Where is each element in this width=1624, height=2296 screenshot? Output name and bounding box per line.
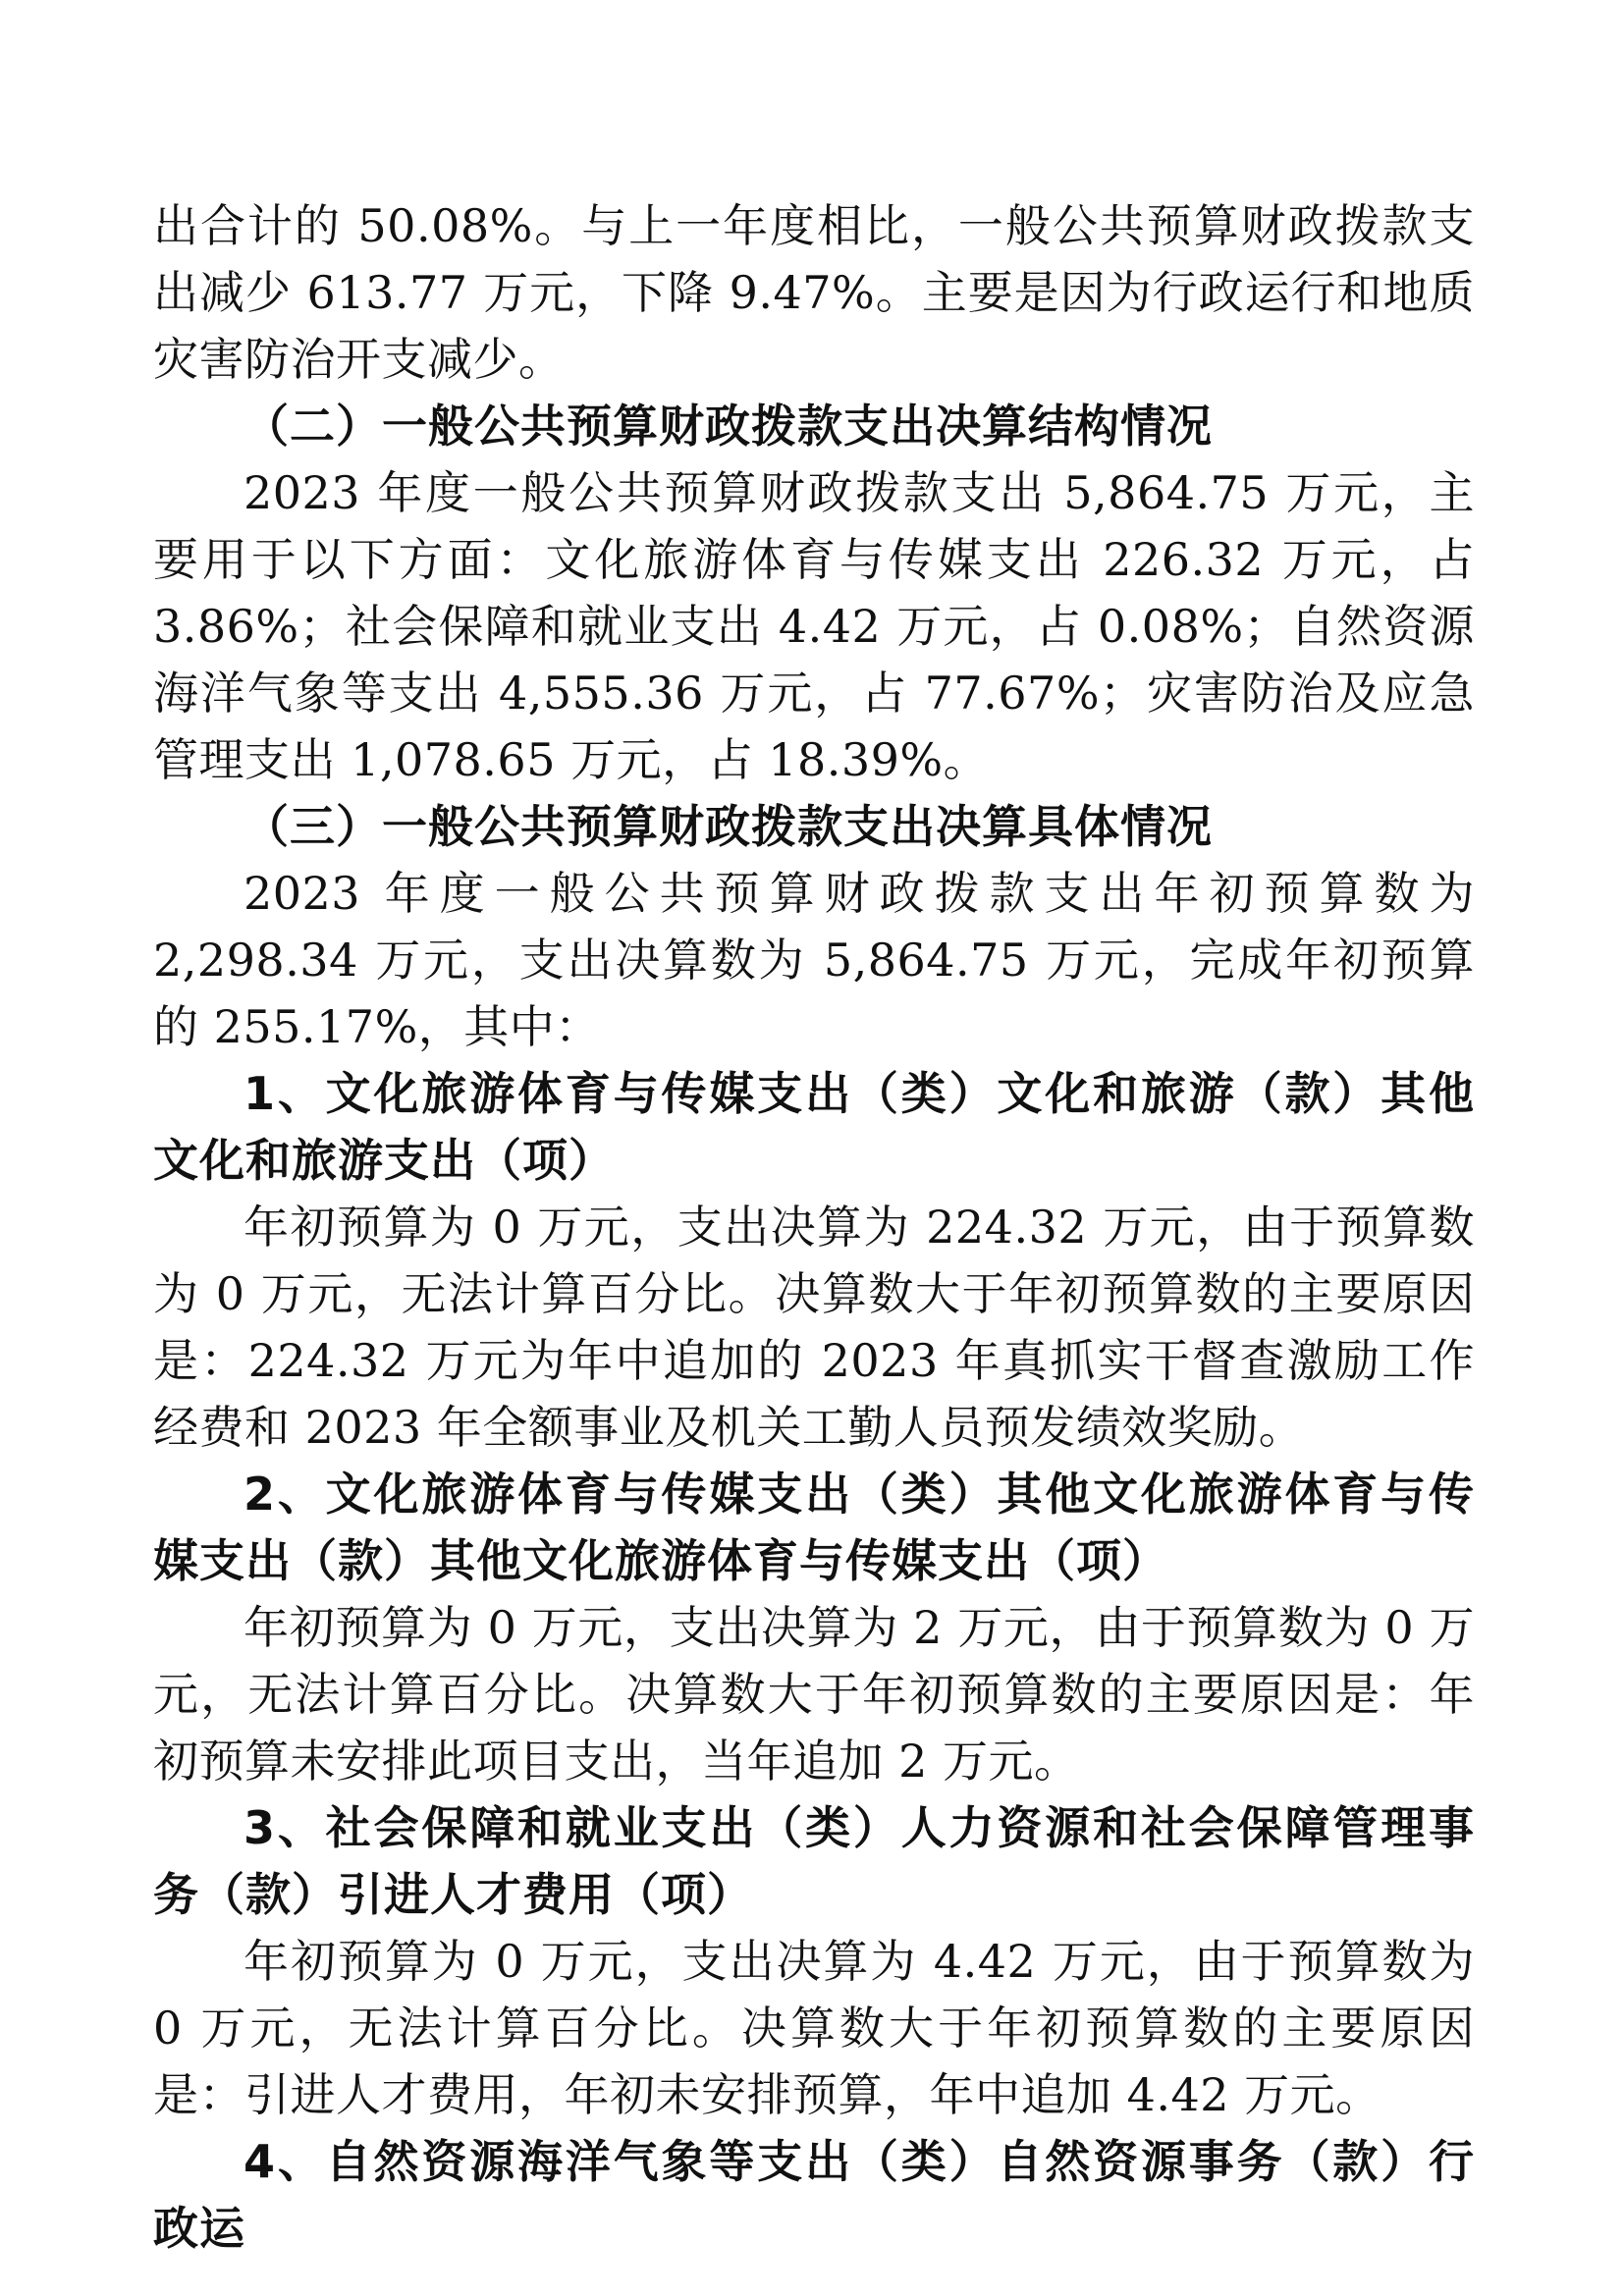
paragraph-item-2-detail: 年初预算为 0 万元，支出决算为 2 万元，由于预算数为 0 万元，无法计算百分比。决算数大于年初预算数的主要原因是：年初预算未安排此项目支出，当年追加 2 万元。 — [153, 1601, 1475, 1788]
heading-item-3: 3、社会保障和就业支出（类）人力资源和社会保障管理事务（款）引进人才费用（项） — [153, 1801, 1475, 1921]
document-content — [153, 192, 1475, 2262]
heading-structure: （二）一般公共预算财政拨款支出决算结构情况 — [244, 400, 1213, 453]
paragraph-structure-detail: 2023 年度一般公共预算财政拨款支出 5,864.75 万元，主要用于以下方面：文化旅游体育与传媒支出 226.32 万元，占 3.86%；社会保障和就业支出 4.42 万元，占 0.08%；自然资源海洋气象等支出 4,555.36 万元，占 77.67%；灾害防治及应急管理支出 1,078.65 万元，占 18.39%。 — [153, 466, 1475, 786]
heading-item-1: 1、文化旅游体育与传媒支出（类）文化和旅游（款）其他文化和旅游支出（项） — [153, 1067, 1475, 1187]
paragraph-expenditure-change: 出合计的 50.08%。与上一年度相比，一般公共预算财政拨款支出减少 613.77 万元，下降 9.47%。主要是因为行政运行和地质灾害防治开支减少。 — [153, 199, 1475, 386]
paragraph-item-1-detail: 年初预算为 0 万元，支出决算为 224.32 万元，由于预算数为 0 万元，无法计算百分比。决算数大于年初预算数的主要原因是：224.32 万元为年中追加的 2023 年真抓实干督查激励工作经费和 2023 年全额事业及机关工勤人员预发绩效奖励。 — [153, 1201, 1475, 1454]
paragraph-item-3-detail: 年初预算为 0 万元，支出决算为 4.42 万元，由于预算数为 0 万元，无法计算百分比。决算数大于年初预算数的主要原因是：引进人才费用，年初未安排预算，年中追加 4.42 万元。 — [153, 1935, 1475, 2121]
paragraph-budget-completion: 2023 年度一般公共预算财政拨款支出年初预算数为 2,298.34 万元，支出决算数为 5,864.75 万元，完成年初预算的 255.17%，其中： — [153, 867, 1475, 1053]
heading-item-4: 4、自然资源海洋气象等支出（类）自然资源事务（款）行政运 — [153, 2135, 1475, 2255]
heading-item-2: 2、文化旅游体育与传媒支出（类）其他文化旅游体育与传媒支出（款）其他文化旅游体育与传媒支出（项） — [153, 1468, 1475, 1587]
heading-specific-situation: （三）一般公共预算财政拨款支出决算具体情况 — [244, 800, 1213, 853]
